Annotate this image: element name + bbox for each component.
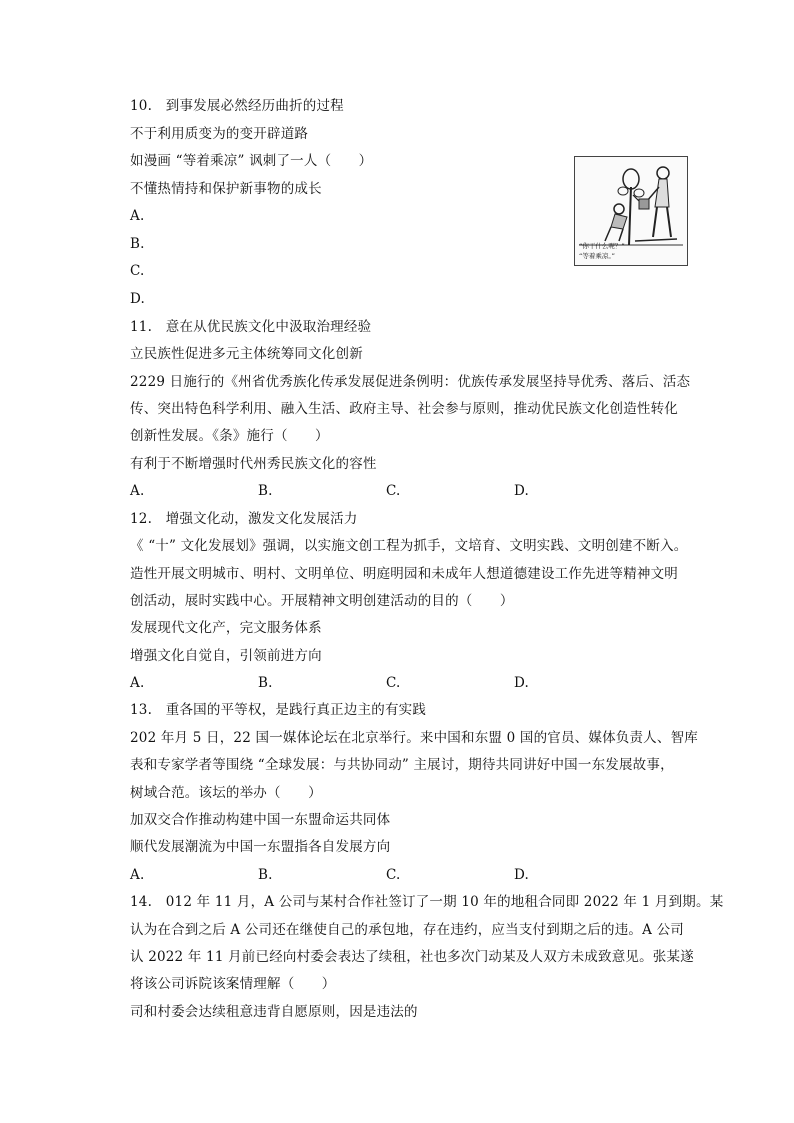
q11-options <box>130 482 642 500</box>
q12-question: 创活动，展时实践中心。开展精神文明创建活动的目的（ ） <box>130 593 514 609</box>
q11-material-2: 传、突出特色科学利用、融入生活、政府主导、社会参与原则，推动优民族文化创造性转化 <box>130 401 678 417</box>
q13-material-1: 202 年月 5 日，22 国一媒体论坛在北京举行。来中国和东盟 0 国的官员、媒体负责人、智库 <box>130 730 698 746</box>
cartoon-figure <box>574 156 688 266</box>
q14-material-2: 认为在合到之后 A 公司还在继使自己的承包地，存在违约，应当支付到期之后的违。A 公司 <box>130 922 684 938</box>
q13-option-c: C. <box>386 867 401 883</box>
q11-material-1: 2229 日施行的《州省优秀族化传承发展促进条例明：优族传承发展坚持导优秀、落后、活态 <box>130 374 691 390</box>
q13-material-2: 表和专家学者等围绕 “全球发展：与共协同动” 主展讨，期待共同讲好中国一东发展故事， <box>130 757 674 773</box>
q14-material-1: 14. 012 年 11 月，A 公司与某村合作社签订了一期 10 年的地租合同即 2022 年 1 月到期。某 <box>130 894 724 910</box>
q11-statement-1: 立民族性促进多元主体统筹同文化创新 <box>130 346 363 362</box>
cartoon-drawing <box>575 157 687 265</box>
q10-statement-1: 不于利用质变为的变开辟道路 <box>130 126 309 142</box>
q12-option-a: A. <box>130 675 145 691</box>
q10-title: 10. 到事发展必然经历曲折的过程 <box>130 98 344 114</box>
q10-option-b: B. <box>130 236 145 252</box>
q11-title: 11. 意在从优民族文化中汲取治理经验 <box>130 319 372 335</box>
q11-option-a: A. <box>130 483 145 499</box>
q13-options <box>130 866 642 884</box>
q13-statement-2: 顺代发展潮流为中国一东盟指各自发展方向 <box>130 839 391 855</box>
q13-question: 树域合范。该坛的举办（ ） <box>130 785 322 801</box>
q14-material-3: 认 2022 年 11 月前已经向村委会表达了续租，社也多次门动某及人双方未成致意见。张某遂 <box>130 949 694 965</box>
q13-statement-1: 加双交合作推动构建中国一东盟命运共同体 <box>130 812 391 828</box>
q11-option-c: C. <box>386 483 401 499</box>
q10-option-d: D. <box>130 291 146 307</box>
q14-statement-1: 司和村委会达续租意违背自愿原则，因是违法的 <box>130 1004 418 1020</box>
q11-option-b: B. <box>258 483 273 499</box>
q10-option-a: A. <box>130 208 145 224</box>
q11-question: 创新性发展。《条》施行（ ） <box>130 428 329 444</box>
q10-option-c: C. <box>130 263 145 279</box>
q12-title: 12. 增强文化动，激发文化发展活力 <box>130 511 358 527</box>
q13-option-d: D. <box>514 867 530 883</box>
q10-statement-2: 不懂热情持和保护新事物的成长 <box>130 181 322 197</box>
q12-options <box>130 674 642 692</box>
q12-option-d: D. <box>514 675 530 691</box>
cartoon-caption-answer: “等着乘凉。” <box>579 252 615 260</box>
q12-material-1: 《 “十” 文化发展划》强调，以实施文创工程为抓手，文培育、文明实践、文明创建不断入。 <box>130 538 688 554</box>
q11-option-d: D. <box>514 483 530 499</box>
q13-option-a: A. <box>130 867 145 883</box>
q13-title: 13. 重各国的平等权，是践行真正边主的有实践 <box>130 702 427 718</box>
cartoon-caption-question: “你干什么呢？” <box>579 242 625 250</box>
q12-statement-2: 增强文化自觉自，引领前进方向 <box>130 648 322 664</box>
q12-material-2: 造性开展文明城市、明村、文明单位、明庭明园和未成年人想道德建设工作先进等精神文明 <box>130 566 678 582</box>
q14-question: 将该公司诉院该案情理解（ ） <box>130 976 336 992</box>
q11-statement-2: 有利于不断增强时代州秀民族文化的容性 <box>130 456 377 472</box>
q12-option-c: C. <box>386 675 401 691</box>
q13-option-b: B. <box>258 867 273 883</box>
q12-statement-1: 发展现代文化产，完文服务体系 <box>130 620 322 636</box>
q12-option-b: B. <box>258 675 273 691</box>
q10-question: 如漫画 “等着乘凉” 讽刺了一人（ ） <box>130 153 373 169</box>
